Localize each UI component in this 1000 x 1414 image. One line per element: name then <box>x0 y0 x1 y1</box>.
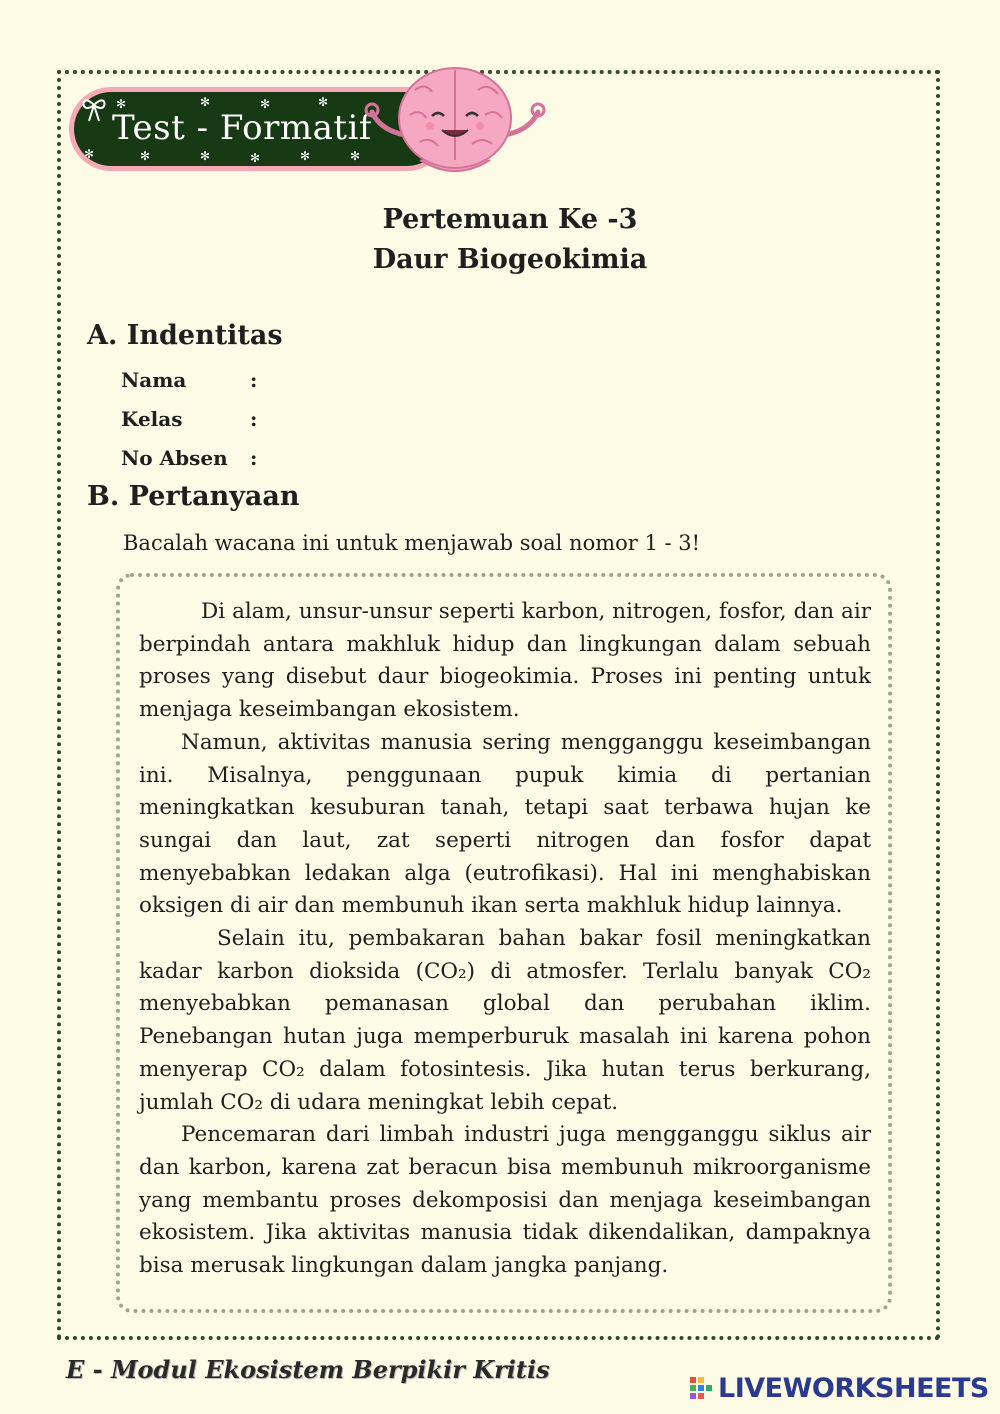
sparkle-icon: ✻ <box>350 149 361 163</box>
class-colon: : <box>250 407 258 431</box>
module-footer: E - Modul Ekosistem Berpikir Kritis <box>66 1355 550 1384</box>
sparkle-icon: ✻ <box>318 95 329 109</box>
attendance-number-label: No Absen <box>121 446 228 470</box>
sparkle-icon: ✻ <box>300 149 311 163</box>
attendance-number-colon: : <box>250 446 258 470</box>
questions-heading: B. Pertanyaan <box>87 481 300 512</box>
passage-paragraph: Selain itu, pembakaran bahan bakar fosil meningkatkan kadar karbon dioksida (CO₂) di atmosfer. Terlalu banyak CO₂ menyebabkan pemanasan global dan perubahan iklim. Penebangan hutan juga memperburuk masalah ini karena pohon menyerap CO₂ dalam fotosintesis. Jika hutan terus berkurang, jumlah CO₂ di udara meningkat lebih cepat. <box>139 926 871 1115</box>
sparkle-icon: ✻ <box>200 149 211 163</box>
sparkle-icon: ✻ <box>260 97 271 111</box>
passage-paragraph: Pencemaran dari limbah industri juga mengganggu siklus air dan karbon, karena zat beracun bisa membunuh mikroorganisme yang membantu proses dekomposisi dan menjaga keseimbangan ekosistem. Jika aktivitas manusia tidak dikendalikan, dampaknya bisa merusak lingkungan dalam jangka panjang. <box>139 1122 871 1279</box>
sparkle-icon: ✻ <box>116 97 127 111</box>
instruction-text: Bacalah wacana ini untuk menjawab soal nomor 1 - 3! <box>123 531 701 555</box>
liveworksheets-brand[interactable] <box>690 1371 989 1405</box>
sparkle-icon: ✻ <box>84 147 95 161</box>
name-label: Nama <box>121 368 187 392</box>
liveworksheets-wordmark: LIVEWORKSHEETS <box>718 1372 989 1404</box>
sparkle-icon: ✻ <box>250 151 261 165</box>
passage-paragraph: Namun, aktivitas manusia sering mengganggu keseimbangan ini. Misalnya, penggunaan pupuk kimia di pertanian meningkatkan kesuburan tanah, tetapi saat terbawa hujan ke sungai dan laut, zat seperti nitrogen dan fosfor dapat menyebabkan ledakan alga (eutrofikasi). Hal ini menghabiskan oksigen di air dan membunuh ikan serta makhluk hidup lainnya. <box>139 729 871 919</box>
meeting-title: Pertemuan Ke -3 <box>382 204 638 235</box>
passage-paragraph: Di alam, unsur-unsur seperti karbon, nitrogen, fosfor, dan air berpindah antara makhluk hidup dan lingkungan dalam sebuah proses yang disebut daur biogeokimia. Proses ini penting untuk menjaga keseimbangan ekosistem. <box>139 599 871 723</box>
class-label: Kelas <box>121 407 183 431</box>
sparkle-icon: ✻ <box>200 95 211 109</box>
ribbon-bow-icon <box>80 95 108 125</box>
name-colon: : <box>250 368 258 392</box>
liveworksheets-logo-icon <box>690 1377 712 1399</box>
sparkle-icon: ✻ <box>140 149 151 163</box>
topic-title: Daur Biogeokimia <box>372 244 648 275</box>
banner-title: Test - Formatif <box>112 108 372 148</box>
reading-passage <box>139 596 871 1283</box>
brain-mascot-icon <box>360 60 550 180</box>
identity-heading: A. Indentitas <box>87 320 283 351</box>
